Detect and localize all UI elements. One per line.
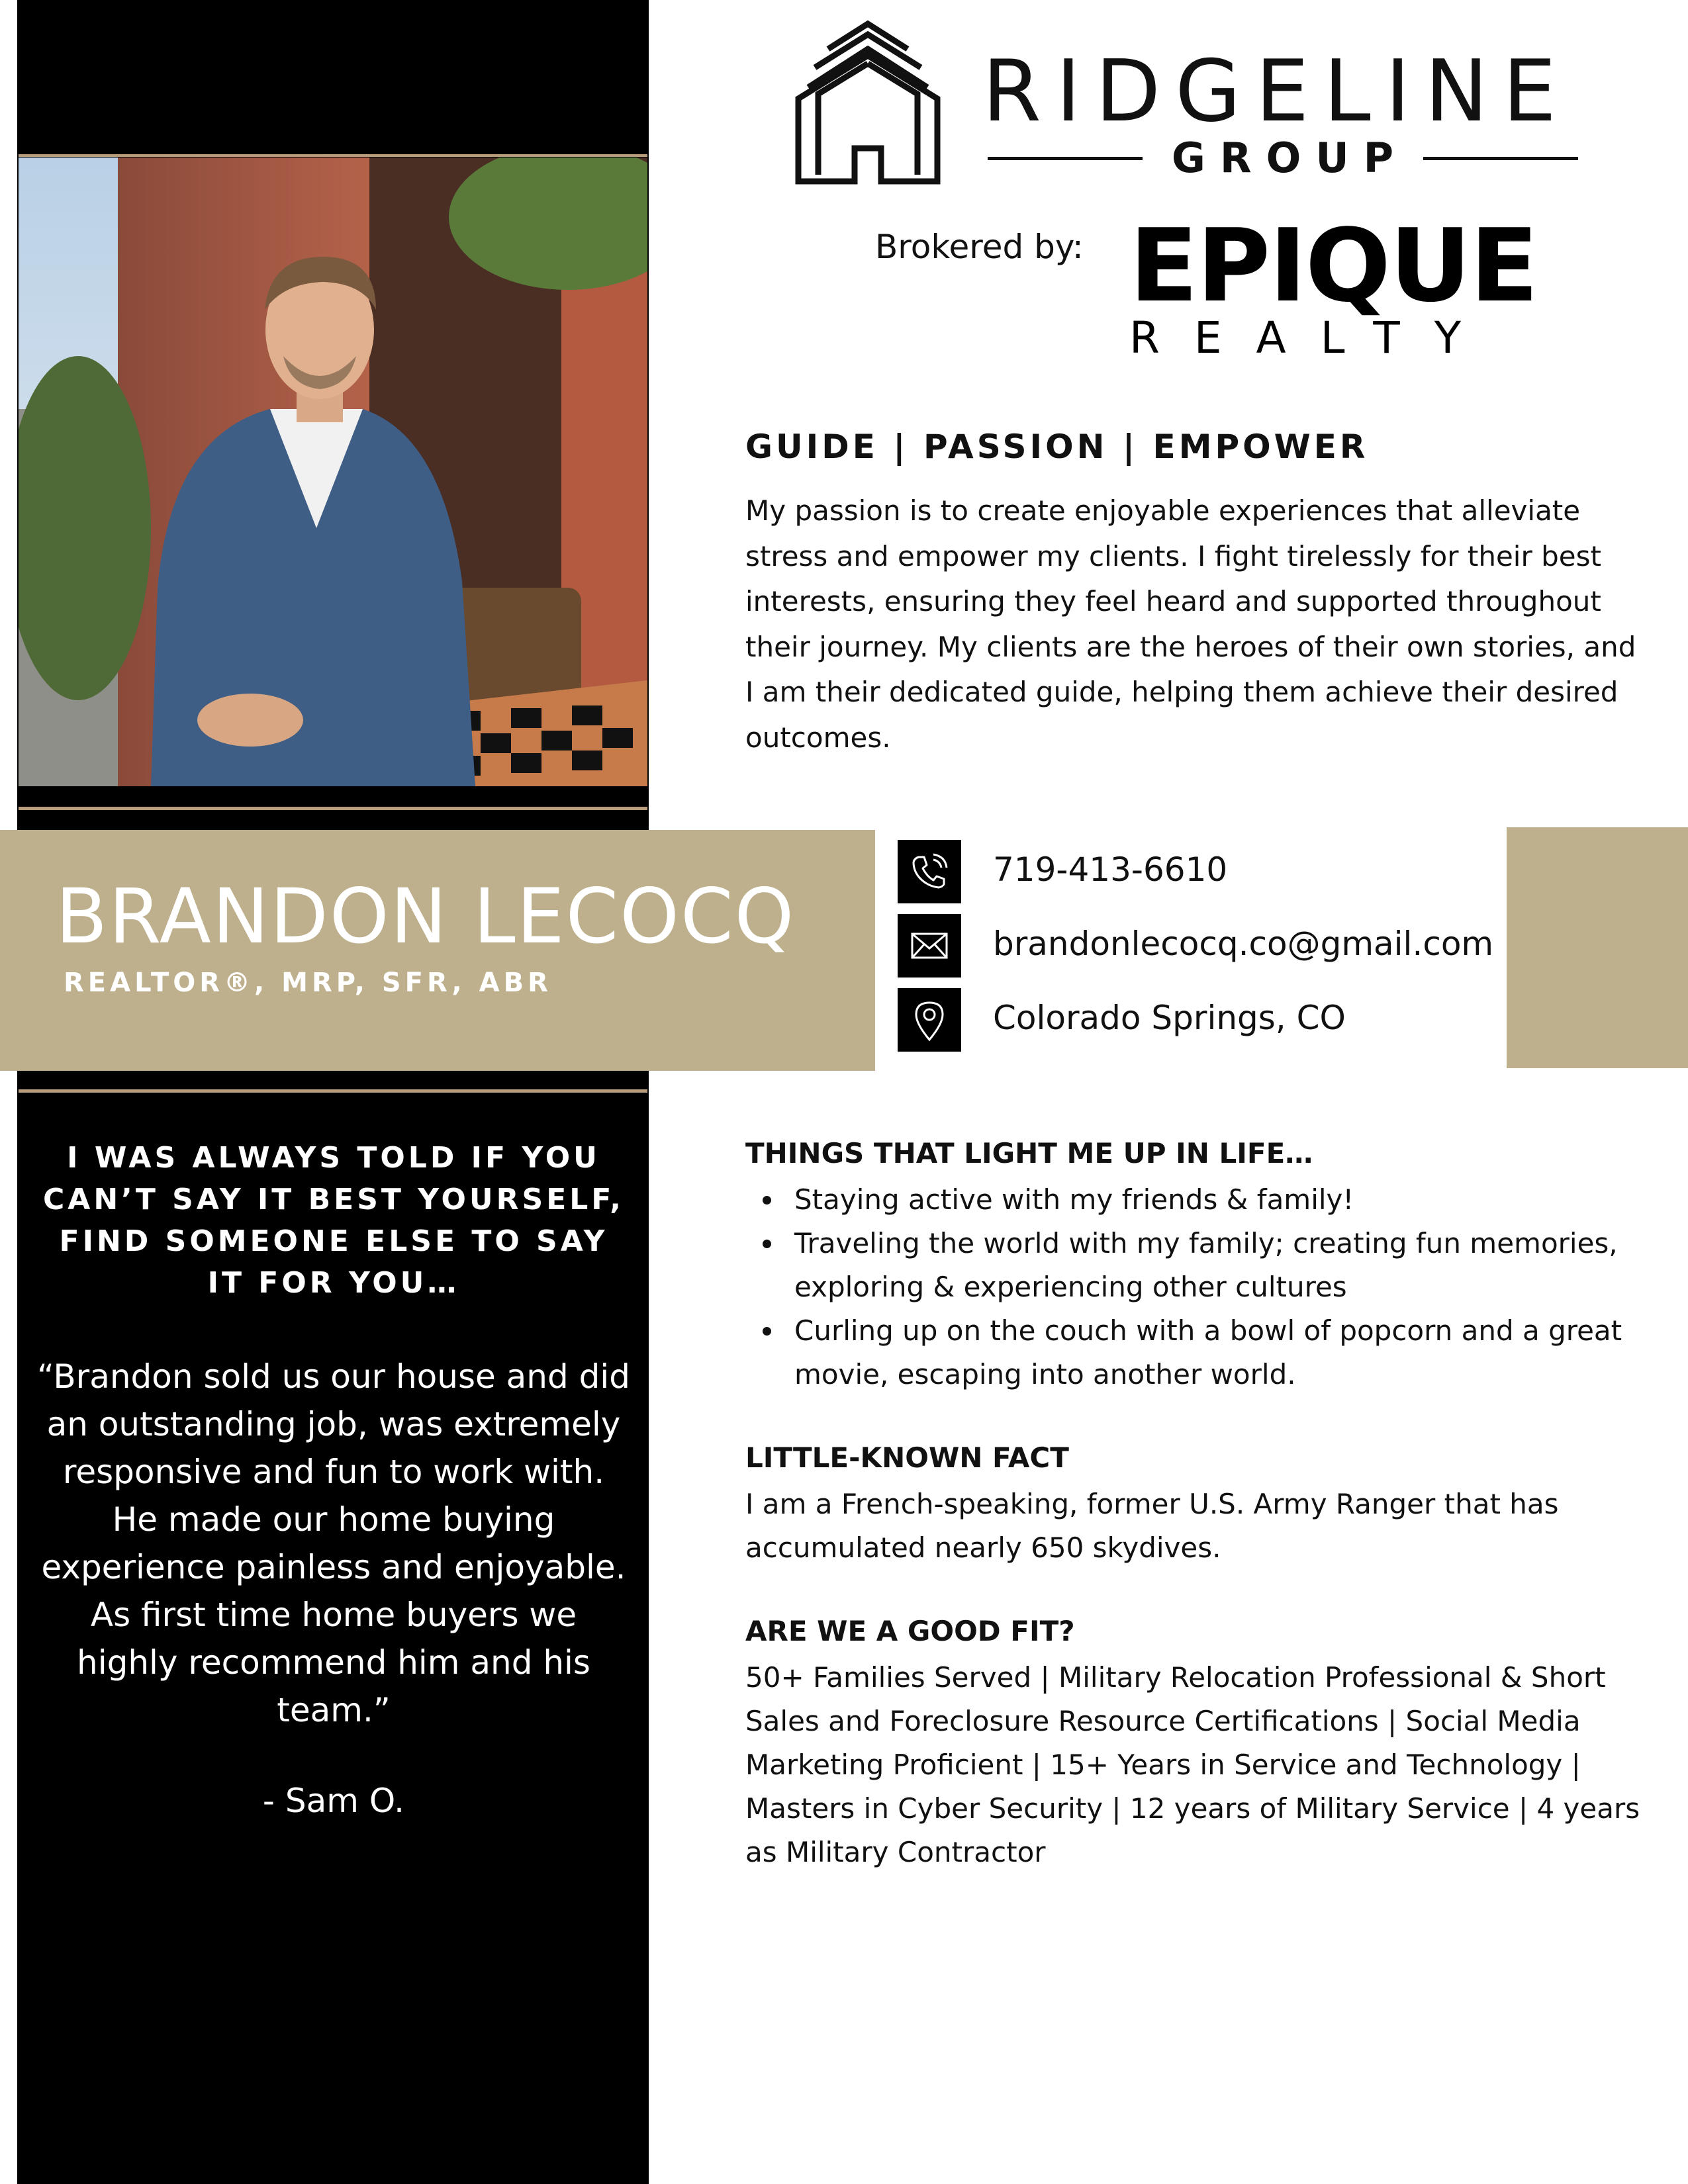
contact-email-row[interactable]: [898, 914, 1493, 980]
logo-line-left: [988, 157, 1143, 160]
contact-location-row[interactable]: [898, 988, 1493, 1054]
agent-name: BRANDON LECOCQ: [56, 872, 796, 960]
list-item: Traveling the world with my family; creating fun memories, exploring & experiencing other cultures: [745, 1222, 1659, 1309]
top-gold-rule: [19, 154, 647, 157]
testimonial-quote: “Brandon sold us our house and did an outstanding job, was extremely responsive and fun to work with. He made our home buying experience painless and enjoyable. As first time home buyers we highly recommend him and his team.”: [37, 1357, 630, 1729]
testimonial-heading: I WAS ALWAYS TOLD IF YOU CAN’T SAY IT BEST YOURSELF, FIND SOMEONE ELSE TO SAY IT FOR YOU…: [42, 1141, 625, 1300]
fact-body: I am a French-speaking, former U.S. Army Ranger that has accumulated nearly 650 skydives.: [745, 1488, 1559, 1564]
ridgeline-logo-icon: [792, 16, 944, 188]
list-item: Staying active with my friends & family!: [745, 1178, 1659, 1222]
fit-body: 50+ Families Served | Military Relocation Professional & Short Sales and Foreclosure Resource Certifications | Social Media Marketing Proficient | 15+ Years in Service and Technology | Masters in Cyber Security | 12 years of Military Service | 4 years as Military Contractor: [745, 1661, 1640, 1868]
tagline: GUIDE | PASSION | EMPOWER: [745, 428, 1369, 466]
broker-logo-subtitle: REALTY: [1129, 312, 1496, 363]
logo-line-right: [1423, 157, 1578, 160]
brokered-by-label: Brokered by:: [875, 228, 1084, 266]
fact-heading: LITTLE-KNOWN FACT: [745, 1441, 1069, 1474]
email-text[interactable]: brandonlecocq.co@gmail.com: [993, 925, 1494, 963]
mail-icon: [898, 914, 961, 978]
lower-gold-rule: [19, 1089, 647, 1093]
lights-list: [745, 1178, 1659, 1396]
testimonial-author: - Sam O.: [262, 1782, 405, 1820]
agent-photo: [19, 158, 647, 786]
location-pin-icon: [898, 988, 961, 1052]
lights-heading: THINGS THAT LIGHT ME UP IN LIFE…: [745, 1137, 1313, 1169]
ridgeline-subtitle: GROUP: [1172, 134, 1409, 182]
ridgeline-wordmark: RIDGELINE: [982, 42, 1571, 141]
phone-icon: [898, 840, 961, 903]
right-gold-block: [1507, 827, 1688, 1068]
fit-heading: ARE WE A GOOD FIT?: [745, 1615, 1075, 1647]
bio-paragraph: My passion is to create enjoyable experiences that alleviate stress and empower my clients. I fight tirelessly for their best interests, ensuring they feel heard and supported throughout their journey. My clients are the heroes of their own stories, and I am their dedicated guide, helping them achieve their desired outcomes.: [745, 494, 1636, 754]
broker-logo-wordmark: EPIQUE: [1129, 207, 1538, 324]
contact-phone-row[interactable]: [898, 840, 1493, 906]
location-text: Colorado Springs, CO: [993, 999, 1346, 1037]
list-item: Curling up on the couch with a bowl of popcorn and a great movie, escaping into another world.: [745, 1309, 1659, 1396]
photo-gold-rule: [19, 807, 647, 810]
agent-credentials: REALTOR®, MRP, SFR, ABR: [64, 968, 552, 998]
phone-text[interactable]: 719-413-6610: [993, 850, 1228, 889]
